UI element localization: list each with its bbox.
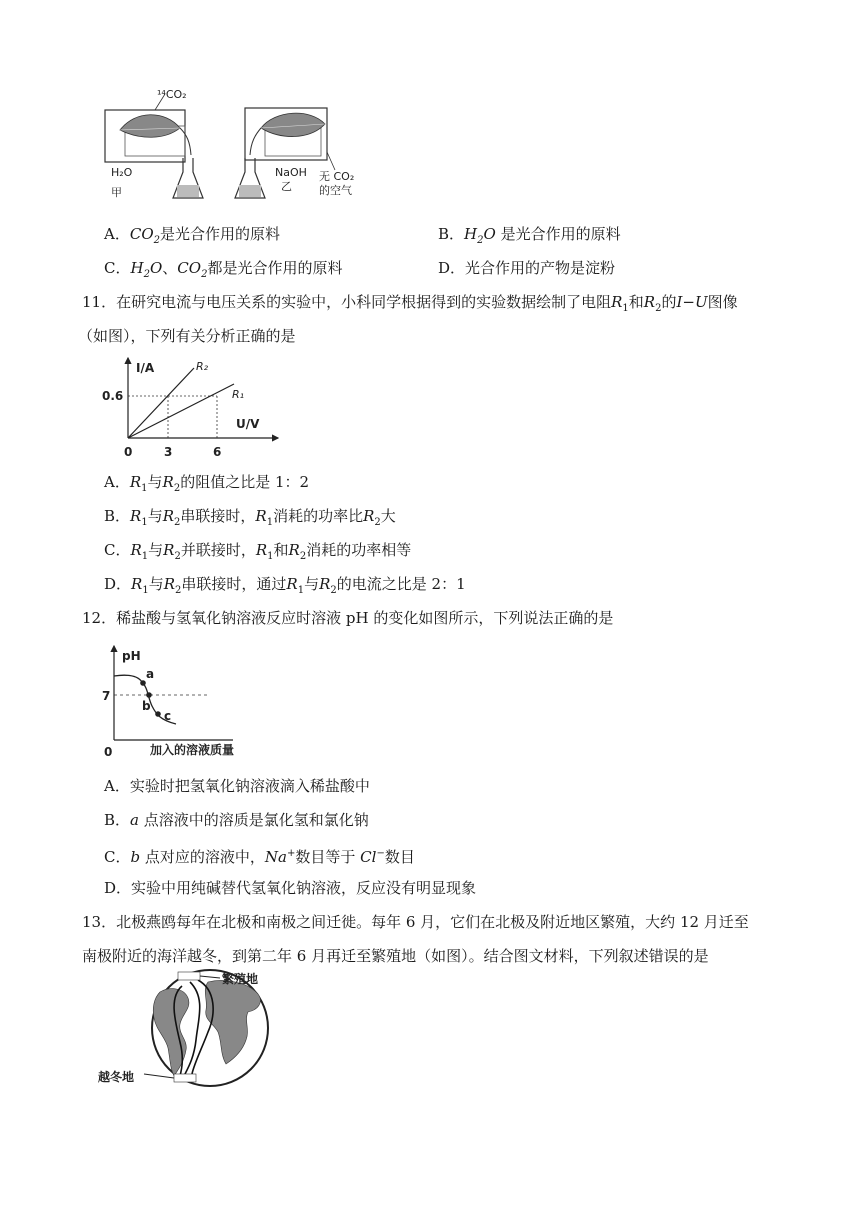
ph-label-c: c — [164, 709, 172, 723]
q10-option-d[interactable]: D．光合作用的产物是淀粉 — [438, 259, 616, 277]
yi-label: 乙 — [281, 180, 292, 193]
q11-option-b[interactable]: B．$R_1$与$R_2$串联接时，$R_1$消耗的功率比$R_2$大 — [104, 507, 396, 528]
iu-origin: 0 — [124, 445, 133, 459]
q10-option-c[interactable]: C．$H_2O$、$CO_2$都是光合作用的原料 — [104, 259, 343, 280]
ph-label-a: a — [146, 667, 155, 681]
ph-y-label: pH — [122, 649, 141, 663]
iu-x-tick-3: 3 — [164, 445, 173, 459]
iu-chart — [100, 352, 290, 470]
co2-label: ¹⁴CO₂ — [157, 88, 187, 101]
iu-x-label: U/V — [236, 417, 260, 431]
q11-option-c[interactable]: C．$R_1$与$R_2$并联接时，$R_1$和$R_2$消耗的功率相等 — [104, 541, 412, 562]
q11-option-d[interactable]: D．$R_1$与$R_2$串联接时，通过$R_1$与$R_2$的电流之比是 2：1 — [104, 575, 466, 596]
q13-stem-line2: 南极附近的海洋越冬，到第二年 6 月再迁至繁殖地（如图）。结合图文材料，下列叙述错误的是 — [82, 947, 709, 965]
iu-y-tick: 0.6 — [102, 389, 124, 403]
photosynthesis-experiment-figure — [95, 80, 375, 205]
ph-chart — [98, 640, 258, 762]
ph-point-b — [146, 692, 152, 698]
air-label: 的空气 — [319, 184, 352, 197]
breeding-label: 繁殖地 — [222, 972, 259, 986]
r1-line — [128, 384, 234, 438]
iu-y-label: I/A — [136, 361, 155, 375]
ph-y-tick: 7 — [102, 689, 111, 703]
q11-stem-line2: （如图），下列有关分析正确的是 — [78, 327, 296, 345]
iu-x-tick-6: 6 — [213, 445, 222, 459]
q12-option-d[interactable]: D．实验中用纯碱替代氢氧化钠溶液，反应没有明显现象 — [104, 879, 477, 897]
no-co2-label: 无 CO₂ — [319, 170, 355, 183]
q10-option-b[interactable]: B．$H_2O$ 是光合作用的原料 — [438, 225, 621, 246]
wintering-label: 越冬地 — [98, 1070, 135, 1084]
iu-r2-label: R₂ — [196, 360, 209, 373]
ph-point-a — [140, 680, 146, 686]
q12-option-b[interactable]: B．a 点溶液中的溶质是氯化氢和氯化钠 — [104, 811, 369, 829]
jia-label: 甲 — [111, 186, 122, 199]
q13-stem-line1: 13．北极燕鸥每年在北极和南极之间迁徙。每年 6 月，它们在北极及附近地区繁殖，大约 12 月迁至 — [82, 913, 749, 931]
q12-stem: 12．稀盐酸与氢氧化钠溶液反应时溶液 pH 的变化如图所示，下列说法正确的是 — [82, 609, 614, 627]
tern-migration-map — [98, 968, 298, 1088]
naoh-label: NaOH — [275, 166, 307, 179]
ph-x-label: 加入的溶液质量 — [150, 743, 235, 757]
ph-origin: 0 — [104, 745, 113, 759]
h2o-label: H₂O — [111, 166, 133, 179]
q11-option-a[interactable]: A．$R_1$与$R_2$的阻值之比是 1：2 — [104, 473, 310, 494]
q12-option-a[interactable]: A．实验时把氢氧化钠溶液滴入稀盐酸中 — [104, 777, 370, 795]
q10-option-a[interactable]: A．$CO_2$是光合作用的原料 — [104, 225, 281, 246]
q12-option-c[interactable]: C．b 点对应的溶液中，Na+数目等于 Cl−数目 — [104, 848, 415, 866]
ph-point-c — [155, 711, 161, 717]
q11-stem-line1: 11．在研究电流与电压关系的实验中，小科同学根据得到的实验数据绘制了电阻$R_1$和$R_2$的I−U图像 — [82, 293, 738, 314]
ph-label-b: b — [142, 699, 151, 713]
iu-r1-label: R₁ — [232, 388, 245, 401]
r2-line — [128, 368, 194, 438]
